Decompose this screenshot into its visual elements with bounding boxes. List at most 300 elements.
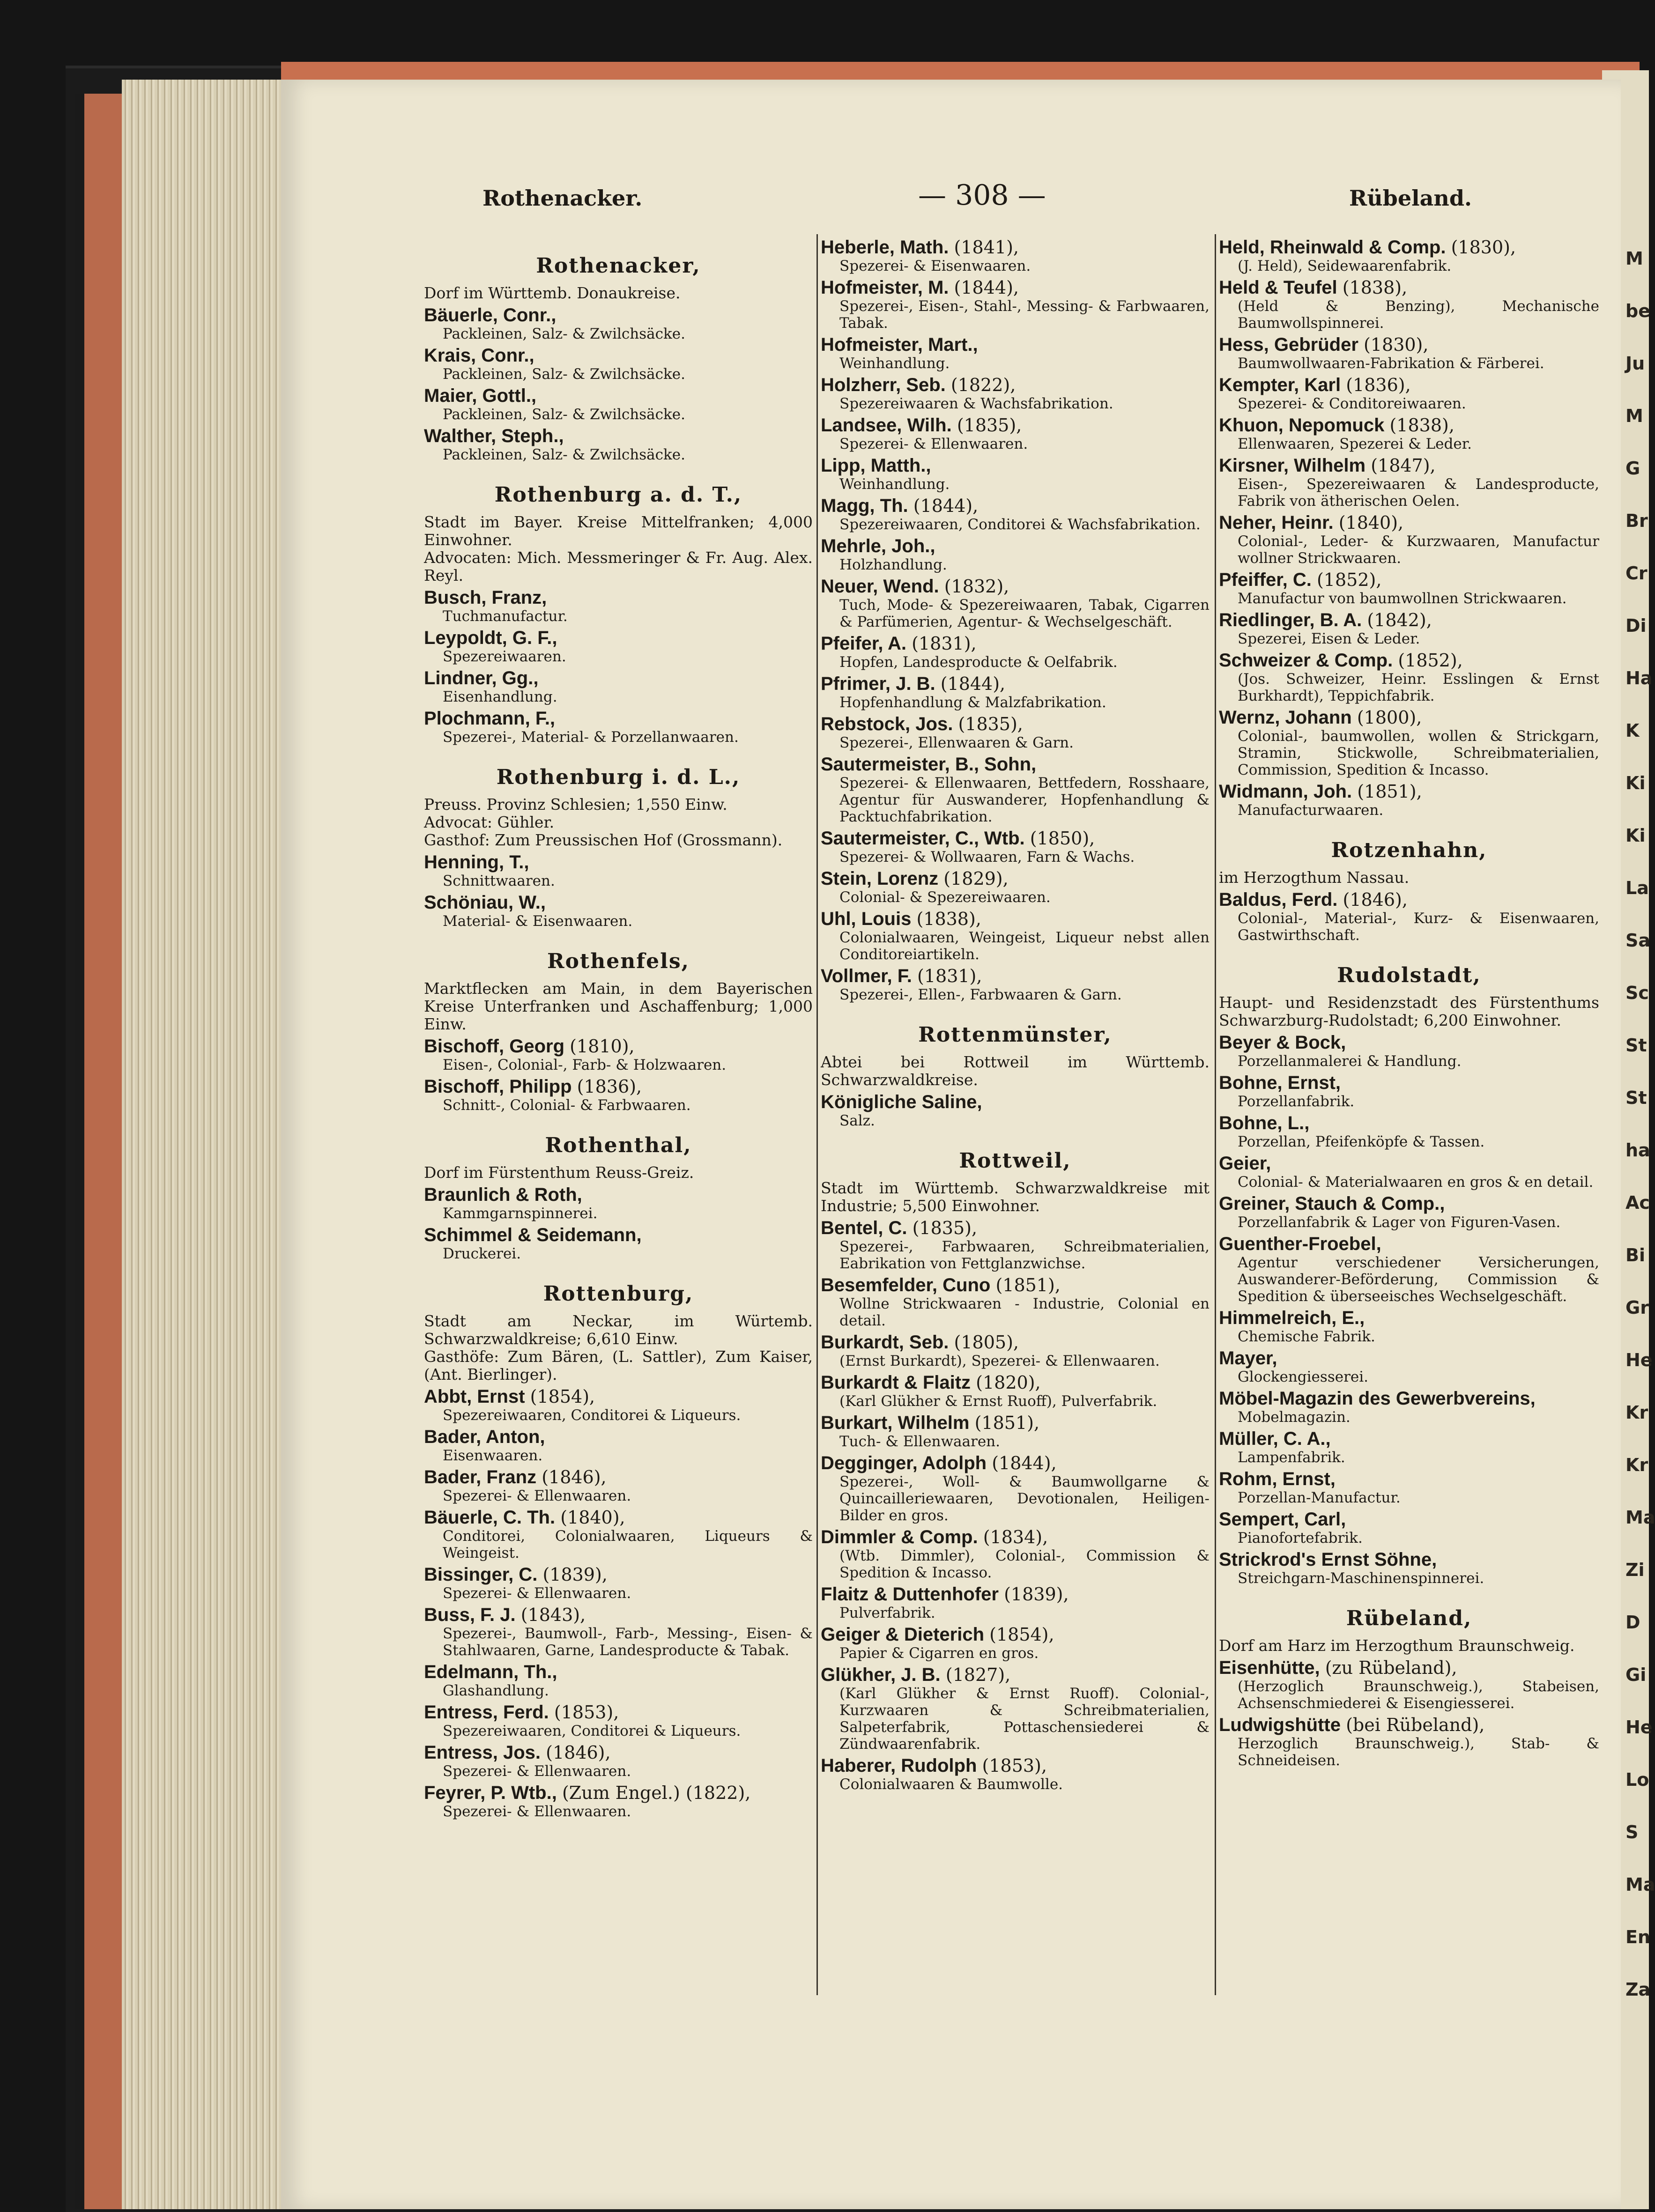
- entry-detail: Colonial-, Leder- & Kurzwaaren, Manufactur wollner Strickwaaren.: [1238, 533, 1599, 567]
- entry-name-text: Pfeifer, A.: [821, 633, 907, 654]
- entry-name-text: Strickrod's Ernst Söhne,: [1219, 1549, 1437, 1570]
- entry-name: [1219, 1715, 1599, 1735]
- entry-name-text: Bissinger, C.: [424, 1564, 538, 1585]
- entry-name-text: Himmelreich, E.,: [1219, 1308, 1365, 1328]
- entry-name-text: Abbt, Ernst: [424, 1386, 525, 1407]
- entry-detail: Spezerei- & Wollwaaren, Farn & Wachs.: [839, 849, 1135, 866]
- entry-detail: Kammgarnspinnerei.: [443, 1205, 598, 1222]
- entry-year: (1800),: [1357, 707, 1422, 728]
- next-page-fragment: Ki: [1625, 773, 1646, 793]
- place-description: Abtei bei Rottweil im Württemb. Schwarzwaldkreise.: [821, 1053, 1210, 1089]
- entry-name: [1219, 1234, 1599, 1254]
- entry-name: [1219, 707, 1599, 728]
- entry-name: [424, 1783, 813, 1803]
- entry-detail: Spezereiwaaren, Conditorei & Liqueurs.: [443, 1723, 741, 1739]
- entry-name-text: Neher, Heinr.: [1219, 512, 1334, 533]
- place-description: Gasthof: Zum Preussischen Hof (Grossmann).: [424, 831, 783, 849]
- entry-detail: Spezerei-, Ellenwaaren & Garn.: [839, 734, 1074, 751]
- entry-year: (1827),: [945, 1665, 1011, 1685]
- next-page-fragment: Ju: [1625, 353, 1645, 374]
- entry-name-text: Leypoldt, G. F.,: [424, 628, 557, 648]
- entry-name: [821, 754, 1210, 775]
- entry-name: [821, 909, 1210, 929]
- next-page-fragment: M: [1625, 406, 1643, 426]
- entry-name: [424, 1742, 813, 1763]
- entry-detail: (Wtb. Dimmler), Colonial-, Commission & Spedition & Incasso.: [839, 1547, 1210, 1581]
- entry-name-text: Widmann, Joh.: [1219, 781, 1352, 802]
- entry-name-text: Held, Rheinwald & Comp.: [1219, 237, 1446, 258]
- entry-name: [1219, 1113, 1599, 1133]
- entry-name-text: Bischoff, Georg: [424, 1036, 565, 1057]
- entry-year: (Zum Engel.) (1822),: [562, 1783, 751, 1803]
- entry-detail: Salz.: [839, 1112, 875, 1129]
- page-edges: [122, 80, 290, 2209]
- entry-name: [1219, 1153, 1599, 1174]
- entry-name: [424, 1184, 813, 1205]
- entry-name: [821, 1755, 1210, 1776]
- entry-name: [821, 1092, 1210, 1112]
- entry-name: [821, 1275, 1210, 1295]
- entry-detail: Spezerei-, Farbwaaren, Schreibmaterialien, Eabrikation von Fettglanzwichse.: [839, 1238, 1210, 1272]
- entry-name: [821, 1218, 1210, 1238]
- entry-name-text: Geier,: [1219, 1153, 1271, 1174]
- entry-name: [1219, 1469, 1599, 1489]
- entry-year: (1840),: [560, 1507, 625, 1528]
- entry-detail: Porzellan, Pfeifenköpfe & Tassen.: [1238, 1133, 1485, 1150]
- column-1: [424, 234, 813, 1820]
- entry-year: (1852),: [1398, 650, 1463, 671]
- entry-name: [424, 385, 813, 406]
- entry-name-text: Dimmler & Comp.: [821, 1527, 978, 1547]
- entry-name-text: Rohm, Ernst,: [1219, 1469, 1336, 1489]
- place-heading: Rothenacker,: [536, 254, 701, 278]
- entry-year: (1835),: [912, 1218, 978, 1238]
- entry-name-text: Lipp, Matth.,: [821, 455, 931, 476]
- entry-name: [821, 237, 1210, 258]
- entry-year: (1843),: [520, 1605, 586, 1625]
- entry-name: [424, 1225, 813, 1245]
- entry-name-text: Burkart, Wilhelm: [821, 1413, 970, 1433]
- entry-name: [821, 673, 1210, 694]
- entry-name-text: Neuer, Wend.: [821, 576, 939, 597]
- entry-name-text: Bohne, Ernst,: [1219, 1073, 1341, 1093]
- entry-detail: Schnittwaaren.: [443, 873, 555, 889]
- entry-detail: (Ernst Burkardt), Spezerei- & Ellenwaaren.: [839, 1353, 1160, 1369]
- entry-year: (1835),: [958, 714, 1023, 734]
- entry-name-text: Mayer,: [1219, 1348, 1277, 1369]
- next-page-fragment: be: [1625, 301, 1650, 321]
- entry-year: (1836),: [1346, 375, 1411, 395]
- entry-detail: Glashandlung.: [443, 1682, 549, 1699]
- entry-name-text: Busch, Franz,: [424, 587, 547, 608]
- next-page-fragment: En: [1625, 1927, 1651, 1947]
- next-page-fragment: Kr: [1625, 1455, 1648, 1475]
- entry-name: [1219, 415, 1599, 436]
- next-page-fragment: Za: [1625, 1979, 1651, 2000]
- next-page-fragment: Gi: [1625, 1665, 1647, 1685]
- entry-name-text: Bischoff, Philipp: [424, 1076, 572, 1097]
- entry-name-text: Bader, Anton,: [424, 1427, 545, 1447]
- entry-name: [821, 966, 1210, 986]
- column-divider-2: [1215, 234, 1216, 1995]
- next-page-fragment: Bi: [1625, 1245, 1645, 1265]
- entry-name: [821, 868, 1210, 889]
- entry-detail: Agentur verschiedener Versicherungen, Auswanderer-Beförderung, Commission & Spedition & überseeisches Wechselgeschäft.: [1238, 1254, 1599, 1305]
- entry-detail: Spezerei-, Woll- & Baumwollgarne & Quincailleriewaaren, Devotionalen, Heiligen-Bilder en gros.: [839, 1473, 1210, 1524]
- entry-detail: Colonial-, baumwollen, wollen & Strickgarn, Stramin, Stickwolle, Schreibmaterialien, Commission, Spedition & Incasso.: [1238, 728, 1599, 778]
- entry-name-text: Beyer & Bock,: [1219, 1032, 1346, 1053]
- entry-detail: Weinhandlung.: [839, 355, 950, 372]
- place-description: Stadt am Neckar, im Würtemb. Schwarzwaldkreise; 6,610 Einw.: [424, 1312, 813, 1348]
- entry-name: [424, 1076, 813, 1097]
- entry-year: (1844),: [913, 496, 979, 516]
- entry-detail: Spezerei- & Ellenwaaren.: [443, 1763, 631, 1780]
- entry-name: [1219, 237, 1599, 258]
- entry-name-text: Mehrle, Joh.,: [821, 536, 935, 556]
- entry-name: [1219, 650, 1599, 671]
- entry-name: [821, 576, 1210, 597]
- entry-year: (1829),: [943, 868, 1009, 889]
- next-page-fragment: Br: [1625, 510, 1648, 531]
- place-heading: Rothenburg a. d. T.,: [494, 483, 742, 507]
- entry-detail: Spezerei- & Eisenwaaren.: [839, 258, 1031, 274]
- place-heading: Rothenfels,: [547, 949, 690, 973]
- place-description: Gasthöfe: Zum Bären, (L. Sattler), Zum Kaiser, (Ant. Bierlinger).: [424, 1347, 813, 1383]
- entry-name-text: Buss, F. J.: [424, 1605, 516, 1625]
- entry-name-text: Khuon, Nepomuck: [1219, 415, 1385, 436]
- entry-year: (1838),: [1389, 415, 1455, 436]
- column-3: [1219, 234, 1599, 1769]
- entry-detail: Herzoglich Braunschweig.), Stab- & Schneideisen.: [1238, 1735, 1599, 1769]
- entry-detail: Colonial-, Material-, Kurz- & Eisenwaaren, Gastwirthschaft.: [1238, 910, 1599, 944]
- place-heading: Rottweil,: [959, 1149, 1071, 1173]
- entry-name-text: Pfeiffer, C.: [1219, 570, 1312, 590]
- entry-detail: Spezerei-, Ellen-, Farbwaaren & Garn.: [839, 986, 1122, 1003]
- next-page-fragment: Cr: [1625, 563, 1648, 584]
- entry-detail: Manufactur von baumwollnen Strickwaaren.: [1238, 590, 1567, 607]
- next-page-fragment: ha: [1625, 1140, 1650, 1161]
- entry-detail: Ellenwaaren, Spezerei & Leder.: [1238, 436, 1472, 452]
- entry-detail: Hopfenhandlung & Malzfabrikation.: [839, 694, 1106, 711]
- entry-detail: (Held & Benzing), Mechanische Baumwollspinnerei.: [1238, 298, 1599, 332]
- entry-detail: Pulverfabrik.: [839, 1605, 935, 1621]
- next-page-fragment: M: [1625, 248, 1643, 269]
- entry-name-text: Uhl, Louis: [821, 909, 912, 929]
- entry-name: [424, 1386, 813, 1407]
- entry-year: (1831),: [917, 966, 982, 986]
- entry-detail: Conditorei, Colonialwaaren, Liqueurs & Weingeist.: [443, 1528, 813, 1561]
- entry-name: [424, 668, 813, 688]
- next-page-fragment: K: [1625, 720, 1640, 741]
- entry-name: [1219, 1073, 1599, 1093]
- page-number: — 308 —: [918, 179, 1046, 212]
- entry-name: [424, 1507, 813, 1528]
- entry-detail: Colonialwaaren, Weingeist, Liqueur nebst allen Conditoreiartikeln.: [839, 929, 1210, 963]
- place-heading: Rottenburg,: [543, 1282, 694, 1306]
- entry-name-text: Müller, C. A.,: [1219, 1428, 1331, 1449]
- entry-detail: Pianofortefabrik.: [1238, 1530, 1363, 1546]
- entry-name-text: Möbel-Magazin des Gewerbvereins,: [1219, 1388, 1536, 1409]
- entry-detail: (Karl Glükher & Ernst Ruoff). Colonial-, Kurzwaaren & Schreibmaterialien, Salpeterfabrik, Pottaschensiederei & Zündwaarenfabrik.: [839, 1685, 1210, 1753]
- entry-name: [821, 714, 1210, 734]
- entry-name-text: Kempter, Karl: [1219, 375, 1341, 395]
- entry-detail: Manufacturwaaren.: [1238, 802, 1384, 819]
- entry-name-text: Geiger & Dieterich: [821, 1624, 985, 1645]
- entry-name-text: Bäuerle, C. Th.: [424, 1507, 556, 1528]
- entry-year: (1842),: [1367, 610, 1432, 630]
- next-page-fragment: Di: [1625, 615, 1647, 636]
- entry-detail: Colonial- & Materialwaaren en gros & en detail.: [1238, 1174, 1594, 1191]
- entry-name-text: Schimmel & Seidemann,: [424, 1225, 642, 1245]
- entry-name: [821, 415, 1210, 436]
- entry-name: [424, 1605, 813, 1625]
- entry-name-text: Wernz, Johann: [1219, 707, 1352, 728]
- entry-year: (1834),: [983, 1527, 1048, 1547]
- entry-year: (1839),: [542, 1564, 608, 1585]
- entry-year: (1839),: [1004, 1584, 1069, 1605]
- place-heading: Rothenthal,: [545, 1133, 692, 1157]
- entry-year: (1852),: [1316, 570, 1382, 590]
- book-spine-edge: [75, 94, 126, 2209]
- next-page-fragment: Zi: [1625, 1560, 1645, 1580]
- place-description: Advocat: Gühler.: [424, 813, 555, 831]
- place-description: im Herzogthum Nassau.: [1219, 868, 1410, 887]
- entry-name: [1219, 610, 1599, 630]
- entry-detail: Material- & Eisenwaaren.: [443, 913, 633, 930]
- place-heading: Rothenburg i. d. L.,: [496, 765, 741, 789]
- entry-name: [1219, 1549, 1599, 1570]
- entry-name-text: Held & Teufel: [1219, 277, 1337, 298]
- place-description: Dorf am Harz im Herzogthum Braunschweig.: [1219, 1636, 1575, 1655]
- entry-name-text: Entress, Ferd.: [424, 1702, 549, 1723]
- entry-detail: Schnitt-, Colonial- & Farbwaaren.: [443, 1097, 691, 1114]
- column-2: [821, 234, 1210, 1793]
- entry-name: [821, 1332, 1210, 1353]
- next-page-fragment: Sa: [1625, 930, 1651, 951]
- entry-detail: Packleinen, Salz- & Zwilchsäcke.: [443, 406, 685, 423]
- entry-year: (1844),: [992, 1453, 1057, 1473]
- entry-year: (1838),: [916, 909, 981, 929]
- entry-detail: Eisen-, Colonial-, Farb- & Holzwaaren.: [443, 1057, 727, 1073]
- entry-detail: Eisenhandlung.: [443, 688, 557, 705]
- entry-name: [1219, 1032, 1599, 1053]
- entry-name: [424, 345, 813, 366]
- entry-year: (1836),: [577, 1076, 642, 1097]
- entry-name: [821, 1372, 1210, 1393]
- entry-detail: Spezereiwaaren, Conditorei & Wachsfabrikation.: [839, 516, 1201, 533]
- entry-year: (1851),: [995, 1275, 1061, 1295]
- entry-detail: Eisenwaaren.: [443, 1447, 543, 1464]
- entry-name-text: Besemfelder, Cuno: [821, 1275, 991, 1295]
- entry-name: [424, 426, 813, 446]
- column-divider-1: [816, 234, 818, 1995]
- entry-name: [424, 892, 813, 913]
- entry-name-text: Krais, Conr.,: [424, 345, 534, 366]
- entry-detail: Mobelmagazin.: [1238, 1409, 1351, 1426]
- entry-detail: Spezerei-, Material- & Porzellanwaaren.: [443, 729, 739, 746]
- next-page-fragment: Ki: [1625, 825, 1646, 846]
- entry-detail: Porzellanmalerei & Handlung.: [1238, 1053, 1462, 1070]
- entry-name: [1219, 277, 1599, 298]
- entry-name-text: Glükher, J. B.: [821, 1665, 941, 1685]
- entry-year: (1853),: [982, 1755, 1047, 1776]
- entry-detail: Porzellan-Manufactur.: [1238, 1489, 1401, 1506]
- next-page-fragment: He: [1625, 1350, 1653, 1370]
- place-heading: Rotzenhahn,: [1331, 838, 1487, 862]
- entry-detail: Wollne Strickwaaren - Industrie, Colonial en detail.: [839, 1295, 1210, 1329]
- entry-name-text: Guenther-Froebel,: [1219, 1234, 1381, 1254]
- entry-name-text: Edelmann, Th.,: [424, 1662, 557, 1682]
- entry-detail: Colonialwaaren & Baumwolle.: [839, 1776, 1063, 1793]
- entry-detail: Baumwollwaaren-Fabrikation & Färberei.: [1238, 355, 1544, 372]
- entry-detail: Holzhandlung.: [839, 556, 947, 573]
- entry-name-text: Magg, Th.: [821, 496, 908, 516]
- next-page-fragment: Kr: [1625, 1402, 1648, 1423]
- next-page-fragment: La: [1625, 878, 1649, 898]
- entry-detail: (J. Held), Seidewaarenfabrik.: [1238, 258, 1452, 274]
- entry-detail: Tuch, Mode- & Spezereiwaaren, Tabak, Cigarren & Parfümerien, Agentur- & Wechselgeschäft.: [839, 597, 1210, 630]
- place-description: Haupt- und Residenzstadt des Fürstenthums Schwarzburg-Rudolstadt; 6,200 Einwohner.: [1219, 993, 1599, 1029]
- entry-name: [821, 633, 1210, 654]
- entry-name-text: Ludwigshütte: [1219, 1715, 1341, 1735]
- entry-year: (1846),: [542, 1467, 607, 1487]
- entry-detail: (Karl Glükher & Ernst Ruoff), Pulverfabrik.: [839, 1393, 1158, 1410]
- entry-year: (1820),: [976, 1372, 1041, 1393]
- entry-year: (1810),: [570, 1036, 635, 1057]
- entry-year: (1844),: [954, 277, 1019, 298]
- entry-name: [821, 277, 1210, 298]
- entry-name: [821, 1584, 1210, 1605]
- entry-name-text: Holzherr, Seb.: [821, 375, 946, 395]
- entry-name: [1219, 512, 1599, 533]
- entry-name-text: Bentel, C.: [821, 1218, 907, 1238]
- entry-name-text: Entress, Jos.: [424, 1742, 541, 1763]
- entry-name: [1219, 781, 1599, 802]
- entry-year: (1832),: [944, 576, 1009, 597]
- entry-name-text: Bader, Franz: [424, 1467, 537, 1487]
- entry-name: [424, 852, 813, 873]
- entry-detail: Spezerei, Eisen & Leder.: [1238, 630, 1420, 647]
- entry-year: (1830),: [1451, 237, 1516, 258]
- entry-name-text: Braunlich & Roth,: [424, 1184, 582, 1205]
- entry-year: (1851),: [974, 1413, 1040, 1433]
- next-page-fragment: S: [1625, 1822, 1639, 1842]
- entry-detail: Spezerei- & Ellenwaaren.: [443, 1585, 631, 1602]
- entry-detail: Tuchmanufactur.: [443, 608, 568, 625]
- place-heading: Rübeland,: [1346, 1606, 1472, 1630]
- entry-name: [424, 1427, 813, 1447]
- entry-name: [424, 1036, 813, 1057]
- entry-name: [821, 496, 1210, 516]
- next-page-fragment: Ma: [1625, 1507, 1655, 1528]
- entry-detail: Colonial- & Spezereiwaaren.: [839, 889, 1051, 906]
- entry-detail: Spezerei- & Ellenwaaren, Bettfedern, Rosshaare, Agentur für Auswanderer, Hopfenhandlung & Packtuchfabrikation.: [839, 775, 1210, 825]
- next-page-fragment: St: [1625, 1035, 1647, 1056]
- entry-detail: Streichgarn-Maschinenspinnerei.: [1238, 1570, 1484, 1587]
- next-page-fragment: Sc: [1625, 983, 1649, 1003]
- entry-year: (1805),: [954, 1332, 1019, 1353]
- entry-year: (bei Rübeland),: [1346, 1715, 1485, 1735]
- entry-detail: Hopfen, Landesproducte & Oelfabrik.: [839, 654, 1118, 671]
- entry-detail: Spezerei- & Ellenwaaren.: [443, 1803, 631, 1820]
- place-heading: Rudolstadt,: [1337, 963, 1481, 987]
- entry-name-text: Feyrer, P. Wtb.,: [424, 1783, 557, 1803]
- entry-name-text: Greiner, Stauch & Comp.,: [1219, 1193, 1445, 1214]
- entry-name-text: Bohne, L.,: [1219, 1113, 1310, 1133]
- entry-name-text: Sautermeister, B., Sohn,: [821, 754, 1037, 775]
- next-page-fragment: G: [1625, 458, 1640, 479]
- entry-year: (1847),: [1371, 455, 1436, 476]
- entry-name: [424, 305, 813, 326]
- entry-name: [821, 1624, 1210, 1645]
- entry-detail: Lampenfabrik.: [1238, 1449, 1345, 1466]
- entry-name-text: Burkardt, Seb.: [821, 1332, 949, 1353]
- entry-name-text: Vollmer, F.: [821, 966, 912, 986]
- entry-name: [1219, 1388, 1599, 1409]
- entry-year: (zu Rübeland),: [1325, 1657, 1457, 1678]
- entry-name-text: Stein, Lorenz: [821, 868, 939, 889]
- entry-name-text: Haberer, Rudolph: [821, 1755, 977, 1776]
- next-page-fragment: Ma: [1625, 1874, 1655, 1895]
- entry-name-text: Burkardt & Flaitz: [821, 1372, 971, 1393]
- entry-name-text: Kirsner, Wilhelm: [1219, 455, 1366, 476]
- next-page-fragment: St: [1625, 1088, 1647, 1108]
- next-page-fragment: Gr: [1625, 1297, 1649, 1318]
- running-header-left: Rothenacker.: [482, 185, 643, 211]
- entry-detail: Porzellanfabrik.: [1238, 1093, 1355, 1110]
- entry-detail: (Herzoglich Braunschweig.), Stabeisen, Achsenschmiederei & Eisengiesserei.: [1238, 1678, 1599, 1712]
- entry-year: (1838),: [1342, 277, 1408, 298]
- place-description: Advocaten: Mich. Messmeringer & Fr. Aug. Alex. Reyl.: [424, 548, 813, 584]
- entry-name: [1219, 570, 1599, 590]
- next-page-fragment: Ac: [1625, 1192, 1650, 1213]
- entry-detail: (Jos. Schweizer, Heinr. Esslingen & Ernst Burkhardt), Teppichfabrik.: [1238, 671, 1599, 704]
- place-description: Preuss. Provinz Schlesien; 1,550 Einw.: [424, 795, 727, 814]
- entry-name-text: Maier, Gottl.,: [424, 385, 537, 406]
- entry-detail: Chemische Fabrik.: [1238, 1328, 1375, 1345]
- entry-name-text: Landsee, Wilh.: [821, 415, 952, 436]
- entry-year: (1822),: [950, 375, 1016, 395]
- entry-detail: Spezerei- & Ellenwaaren.: [443, 1487, 631, 1504]
- entry-name: [1219, 1657, 1599, 1678]
- place-description: Stadt im Württemb. Schwarzwaldkreise mit Industrie; 5,500 Einwohner.: [821, 1179, 1210, 1215]
- entry-name-text: Baldus, Ferd.: [1219, 889, 1338, 910]
- entry-name-text: Heberle, Math.: [821, 237, 949, 258]
- entry-name-text: Lindner, Gg.,: [424, 668, 539, 688]
- entry-name: [424, 1467, 813, 1487]
- entry-name: [424, 1702, 813, 1723]
- entry-detail: Spezerei-, Baumwoll-, Farb-, Messing-, Eisen- & Stahlwaaren, Garne, Landesproducte & Tabak.: [443, 1625, 813, 1659]
- entry-name: [424, 708, 813, 729]
- entry-year: (1835),: [957, 415, 1022, 436]
- entry-year: (1854),: [530, 1386, 595, 1407]
- entry-detail: Spezereiwaaren & Wachsfabrikation.: [839, 395, 1113, 412]
- entry-name: [821, 334, 1210, 355]
- entry-year: (1830),: [1364, 334, 1429, 355]
- entry-year: (1851),: [1357, 781, 1422, 802]
- entry-year: (1841),: [954, 237, 1019, 258]
- entry-detail: Spezerei- & Ellenwaaren.: [839, 436, 1028, 452]
- entry-name: [821, 1453, 1210, 1473]
- entry-detail: Glockengiesserei.: [1238, 1369, 1368, 1385]
- entry-name: [424, 1662, 813, 1682]
- entry-year: (1850),: [1030, 828, 1095, 849]
- entry-detail: Spezerei-, Eisen-, Stahl-, Messing- & Farbwaaren, Tabak.: [839, 298, 1210, 332]
- entry-name-text: Sautermeister, C., Wtb.: [821, 828, 1025, 849]
- entry-name: [821, 455, 1210, 476]
- next-page-fragment: He: [1625, 1717, 1653, 1738]
- entry-name: [1219, 455, 1599, 476]
